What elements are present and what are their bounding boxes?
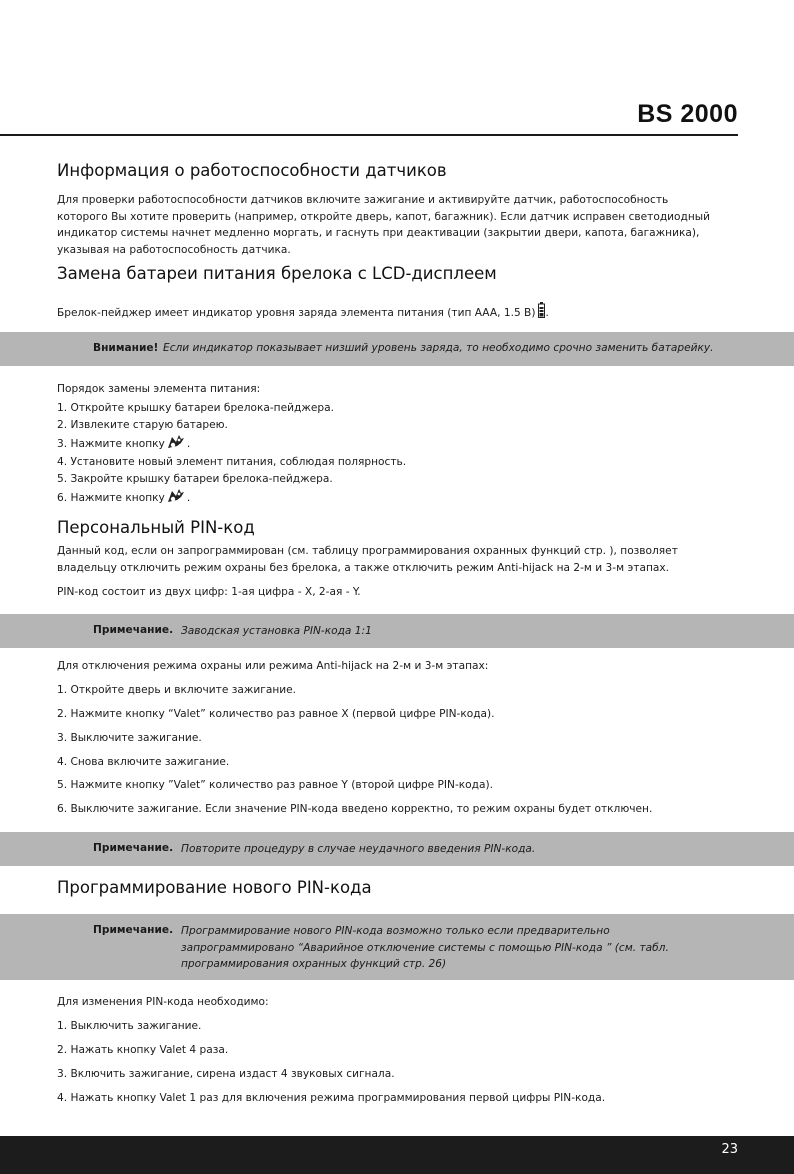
brand-title: BS 2000 <box>637 100 738 128</box>
attention-label: Внимание! <box>93 342 159 354</box>
step-item-3 <box>57 433 406 454</box>
section-title-new-pin: Программирование нового PIN-кода <box>57 878 372 897</box>
paragraph-line: Данный код, если он запрограммирован (см. таблицу программирования охранных функций стр. ), позволяет <box>57 545 678 557</box>
note-line: Программирование нового PIN-кода возможно только если предварительно <box>181 925 610 937</box>
attention-band <box>0 332 794 366</box>
step-item: 4. Нажать кнопку Valet 1 раз для включения режима программирования первой цифры PIN-кода. <box>57 1092 606 1104</box>
step-item: 1. Выключить зажигание. <box>57 1020 202 1032</box>
step-item: 5. Нажмите кнопку ”Valet” количество раз равное Y (второй цифре PIN-кода). <box>57 779 493 791</box>
page-number: 23 <box>721 1142 738 1157</box>
step-item: 6. Выключите зажигание. Если значение PIN-кода введено корректно, то режим охраны будет отключен. <box>57 803 653 815</box>
section-title-battery-replace: Замена батареи питания брелока с LCD-дисплеем <box>57 264 497 283</box>
header-rule <box>0 134 738 136</box>
note-label: Примечание. <box>93 842 174 854</box>
step-item-6 <box>57 487 406 508</box>
pin-info: PIN-код состоит из двух цифр: 1-ая цифра - X, 2-ая - Y. <box>57 586 361 598</box>
steps-title-disarm: Для отключения режима охраны или режима Anti-hijack на 2-м и 3-м этапах: <box>57 660 489 672</box>
section-title-sensor-info: Информация о работоспособности датчиков <box>57 161 447 180</box>
note-text-block <box>181 923 669 973</box>
step-dot: . <box>186 438 191 450</box>
step-text: 3. Нажмите кнопку <box>57 438 165 450</box>
sensor-info-paragraph <box>57 192 710 258</box>
paragraph-line: индикатор системы начнет медленно моргать, и гаснуть при деактивации (закрытии двери, капота, багажника), <box>57 227 700 239</box>
step-item: 2. Нажмите кнопку “Valet” количество раз равное X (первой цифре PIN-кода). <box>57 708 495 720</box>
step-item: 4. Снова включите зажигание. <box>57 756 230 768</box>
note-band-new-pin <box>0 914 794 980</box>
note-band-retry <box>0 832 794 866</box>
paragraph-line: Для проверки работоспособности датчиков включите зажигание и активируйте датчик, работоспособность <box>57 194 669 206</box>
step-item: 2. Извлеките старую батарею. <box>57 418 228 431</box>
step-item: 1. Откройте крышку батареи брелока-пейджера. <box>57 402 334 414</box>
footer-bar <box>0 1136 794 1174</box>
section-title-pin: Персональный PIN-код <box>57 518 255 537</box>
steps-title-battery: Порядок замены элемента питания: <box>57 383 261 395</box>
paragraph-line: владельцу отключить режим охраны без брелока, а также отключить режим Anti-hijack на 2-м и 3-м этапах. <box>57 561 669 574</box>
paragraph-line: указывая на работоспособность датчика. <box>57 243 291 256</box>
step-item: 1. Откройте дверь и включите зажигание. <box>57 684 297 696</box>
step-item: 5. Закройте крышку батареи брелока-пейджера. <box>57 472 333 485</box>
step-text: 6. Нажмите кнопку <box>57 492 165 504</box>
battery-intro-end: . <box>545 307 549 319</box>
pin-paragraph <box>57 543 678 576</box>
note-line: программирования охранных функций стр. 26) <box>181 958 447 970</box>
fob-button-icon <box>167 487 185 511</box>
paragraph-line: которого Вы хотите проверить (например, откройте дверь, капот, багажник). Если датчик исправен светодиодный <box>57 210 711 223</box>
step-dot: . <box>186 492 191 504</box>
attention-text: Если индикатор показывает низший уровень заряда, то необходимо срочно заменить батарейку. <box>163 342 714 354</box>
battery-intro <box>57 302 549 324</box>
note-band-factory <box>0 614 794 648</box>
step-item: 4. Установите новый элемент питания, соблюдая полярность. <box>57 456 407 468</box>
step-item: 3. Включить зажигание, сирена издаст 4 звуковых сигнала. <box>57 1068 395 1080</box>
note-label: Примечание. <box>93 924 174 936</box>
note-label: Примечание. <box>93 624 174 636</box>
note-text: Заводская установка PIN-кода 1:1 <box>181 625 372 637</box>
step-item: 3. Выключите зажигание. <box>57 732 202 744</box>
battery-steps <box>57 400 406 508</box>
steps-title-change-pin: Для изменения PIN-кода необходимо: <box>57 996 269 1008</box>
note-line: запрограммировано “Аварийное отключение системы с помощью PIN-кода ” (см. табл. <box>181 941 669 954</box>
battery-intro-text: Брелок-пейджер имеет индикатор уровня заряда элемента питания (тип AAA, 1.5 В) <box>57 307 536 319</box>
step-item: 2. Нажать кнопку Valet 4 раза. <box>57 1044 229 1056</box>
note-text: Повторите процедуру в случае неудачного введения PIN-кода. <box>181 843 536 855</box>
